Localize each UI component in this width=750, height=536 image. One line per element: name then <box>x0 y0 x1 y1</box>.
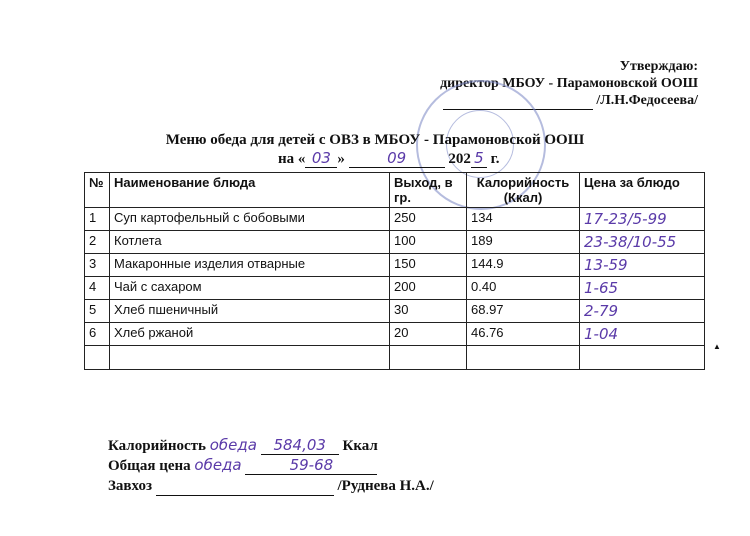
footer-calories-label: Калорийность <box>108 438 206 454</box>
header-price: Цена за блюдо <box>580 173 705 208</box>
row-calories: 134 <box>467 208 580 231</box>
row-output: 200 <box>390 277 467 300</box>
empty-cell <box>110 346 390 370</box>
row-calories: 46.76 <box>467 323 580 346</box>
date-suffix: г. <box>490 151 500 167</box>
stray-mark: ▲ <box>713 342 721 351</box>
footer-price-label: Общая цена <box>108 458 191 474</box>
document-title: Меню обеда для детей с ОВЗ в МБОУ - Парамоновской ООШ <box>165 132 585 148</box>
table-header-row <box>85 173 705 208</box>
table-row <box>85 208 705 231</box>
footer-manager <box>108 477 434 496</box>
header-output: Выход, в гр. <box>390 173 467 208</box>
empty-cell <box>580 346 705 370</box>
date-month: 09 <box>349 149 445 168</box>
header-dish: Наименование блюда <box>110 173 390 208</box>
row-number: 3 <box>85 254 110 277</box>
table-row <box>85 323 705 346</box>
footer-price-value: 59-68 <box>245 456 377 475</box>
row-dish: Котлета <box>110 231 390 254</box>
row-dish: Суп картофельный с бобовыми <box>110 208 390 231</box>
date-year-suffix: 5 <box>471 149 487 168</box>
row-number: 6 <box>85 323 110 346</box>
row-number: 2 <box>85 231 110 254</box>
row-calories: 144.9 <box>467 254 580 277</box>
table-row <box>85 231 705 254</box>
row-dish: Макаронные изделия отварные <box>110 254 390 277</box>
row-dish: Чай с сахаром <box>110 277 390 300</box>
row-price: 23-38/10-55 <box>580 231 705 254</box>
table-row <box>85 254 705 277</box>
footer-calories-unit: Ккал <box>342 438 378 454</box>
approval-position: директор МБОУ - Парамоновской ООШ <box>440 76 698 91</box>
footer-price <box>108 456 377 475</box>
row-price: 17-23/5-99 <box>580 208 705 231</box>
row-price: 1-65 <box>580 277 705 300</box>
row-output: 30 <box>390 300 467 323</box>
empty-cell <box>390 346 467 370</box>
row-calories: 0.40 <box>467 277 580 300</box>
row-output: 20 <box>390 323 467 346</box>
date-day: 03 <box>305 149 337 168</box>
empty-cell <box>85 346 110 370</box>
approver-name: /Л.Н.Федосеева/ <box>596 93 698 108</box>
footer-price-word: обеда <box>194 456 242 474</box>
row-number: 1 <box>85 208 110 231</box>
approval-heading: Утверждаю: <box>619 59 698 74</box>
footer-calories-value: 584,03 <box>261 436 339 455</box>
row-price: 2-79 <box>580 300 705 323</box>
table-row <box>85 300 705 323</box>
row-output: 100 <box>390 231 467 254</box>
footer-manager-name: /Руднева Н.А./ <box>337 478 434 494</box>
row-number: 4 <box>85 277 110 300</box>
row-number: 5 <box>85 300 110 323</box>
footer-calories <box>108 436 378 455</box>
row-calories: 68.97 <box>467 300 580 323</box>
row-dish: Хлеб пшеничный <box>110 300 390 323</box>
row-output: 150 <box>390 254 467 277</box>
table-row <box>85 277 705 300</box>
table-row-empty <box>85 346 705 370</box>
header-number: № <box>85 173 110 208</box>
footer-manager-label: Завхоз <box>108 478 152 494</box>
empty-cell <box>467 346 580 370</box>
row-calories: 189 <box>467 231 580 254</box>
menu-date <box>278 149 500 168</box>
header-calories: Калорийность (Ккал) <box>467 173 580 208</box>
date-year-prefix: 202 <box>448 151 471 167</box>
date-prefix: на « <box>278 151 306 167</box>
row-output: 250 <box>390 208 467 231</box>
row-price: 13-59 <box>580 254 705 277</box>
row-price: 1-04 <box>580 323 705 346</box>
date-sep: » <box>337 151 345 167</box>
manager-signature-blank <box>156 477 334 496</box>
row-dish: Хлеб ржаной <box>110 323 390 346</box>
footer-calories-word: обеда <box>209 436 257 454</box>
menu-table <box>84 172 705 370</box>
